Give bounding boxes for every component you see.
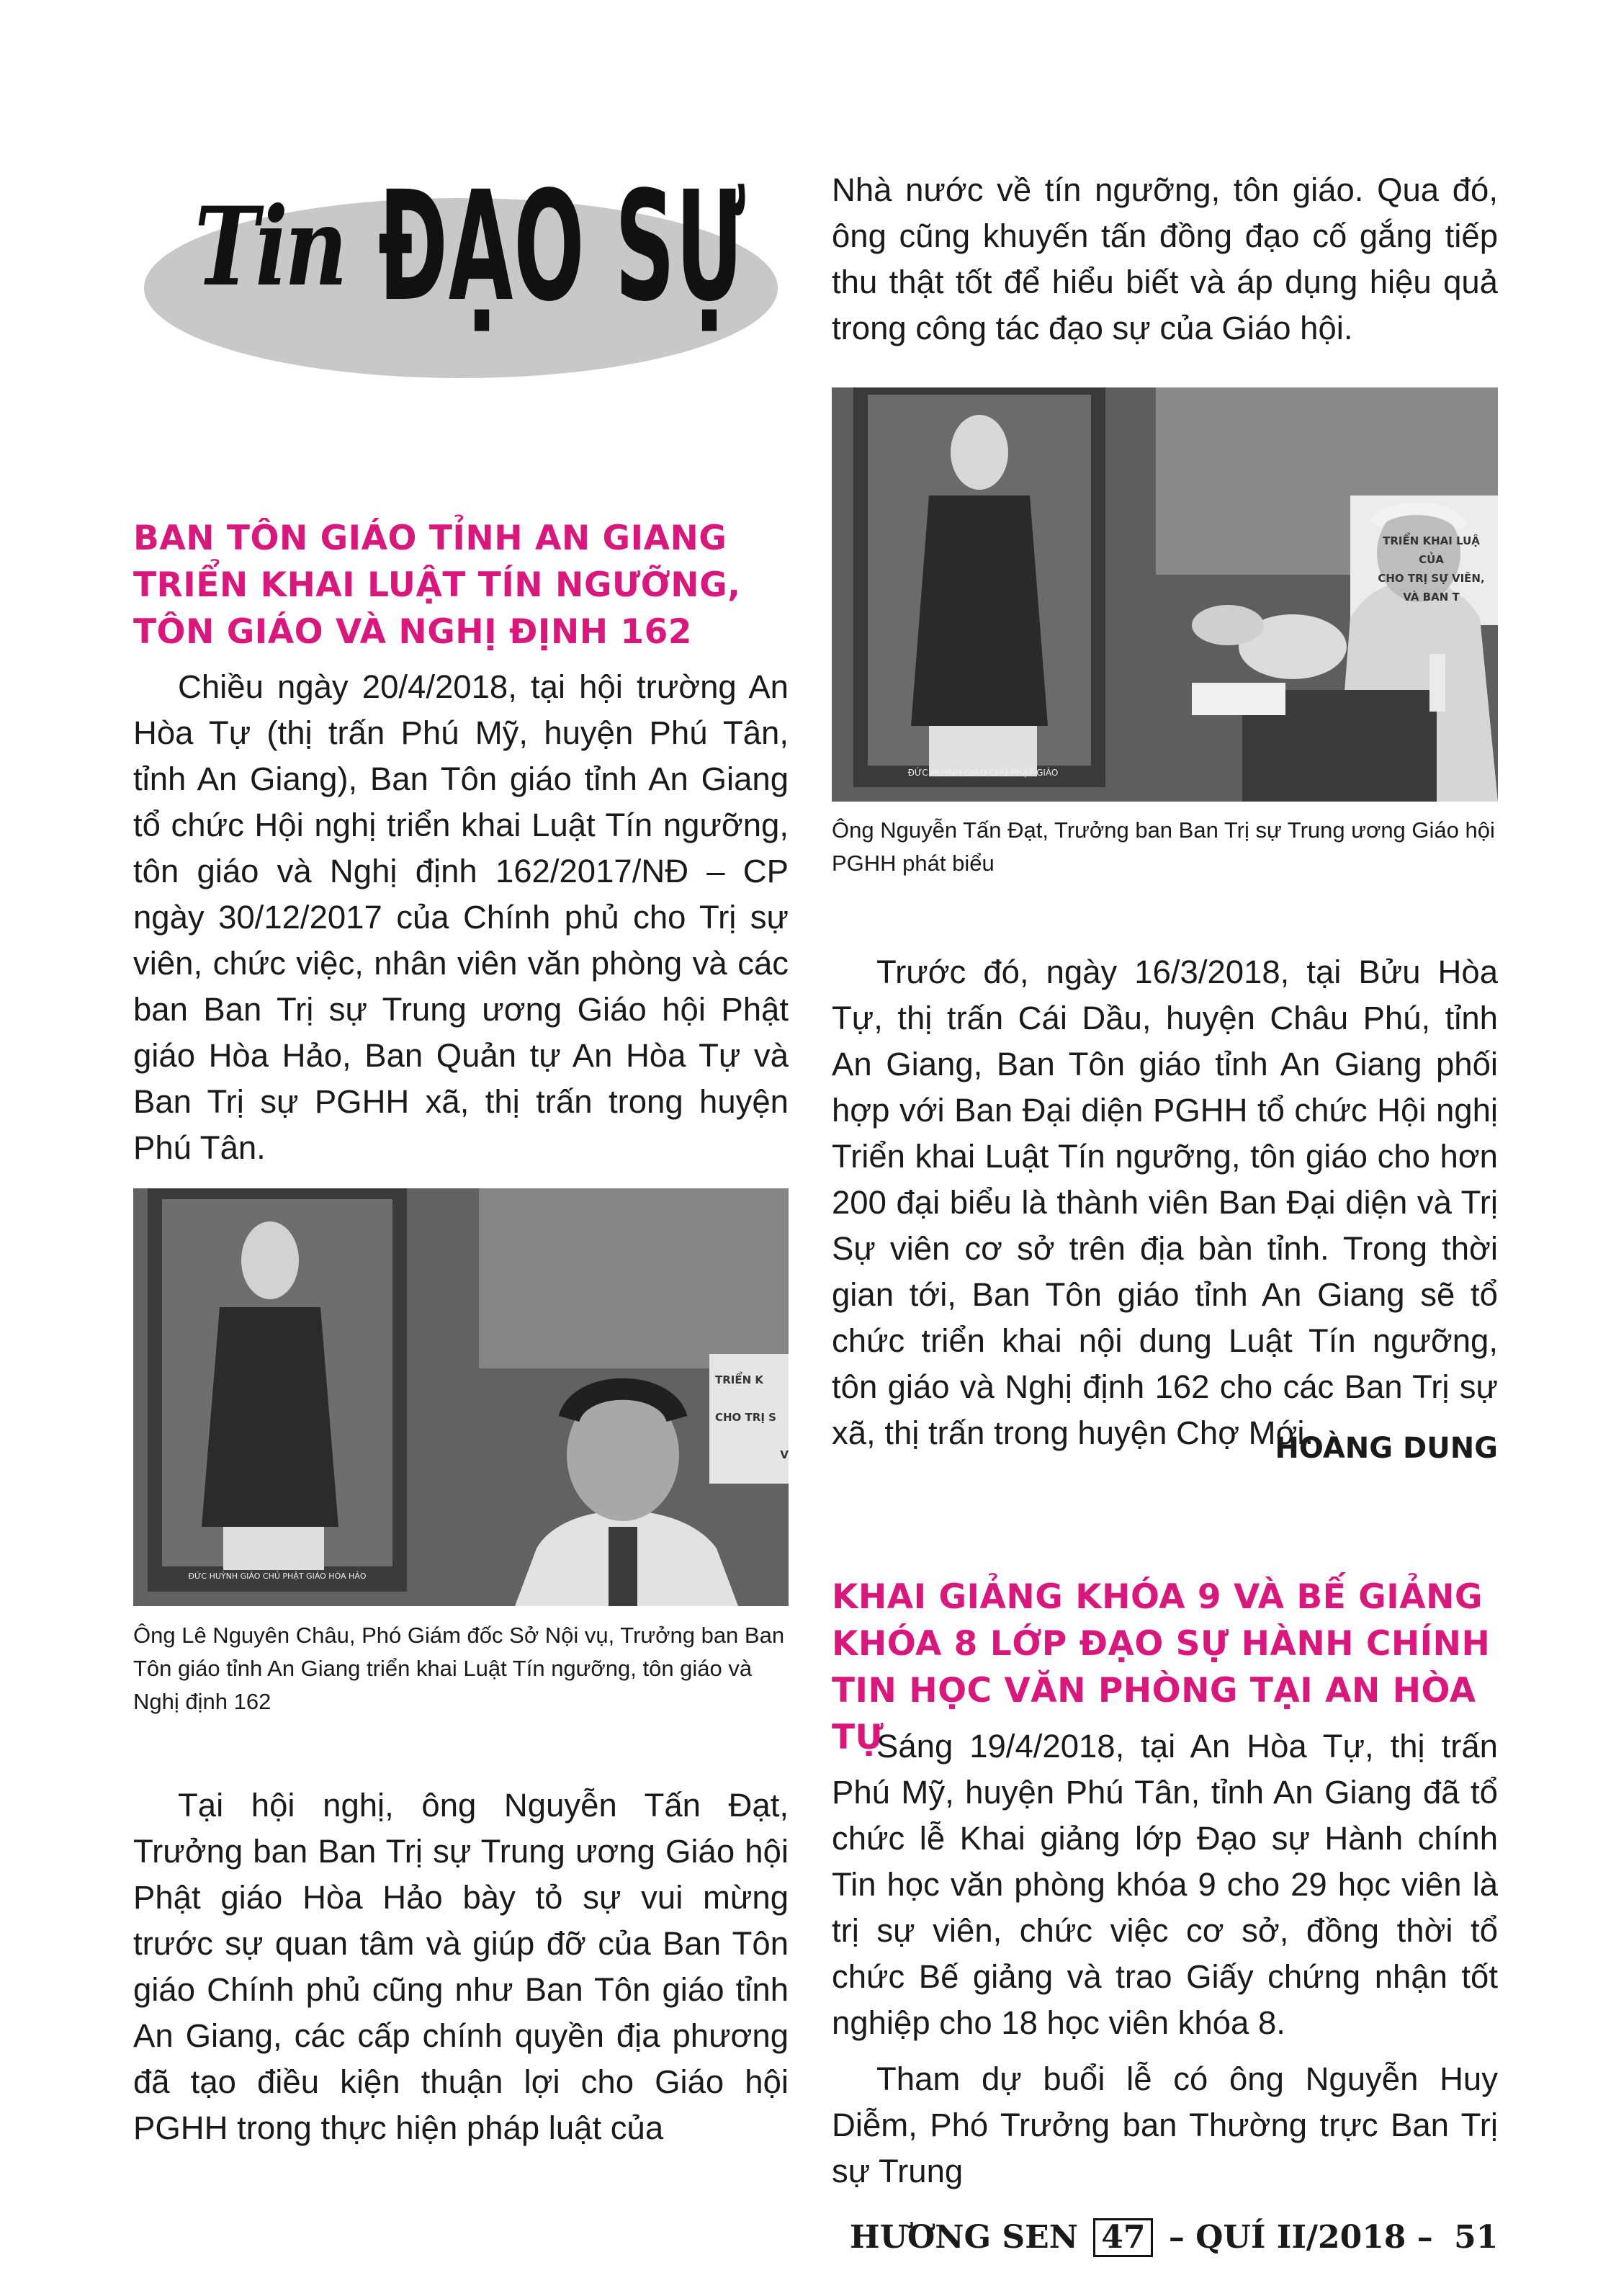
photo-2-banner-line-1: TRIỂN K: [715, 1373, 764, 1386]
article-1-byline: HOÀNG DUNG: [1275, 1432, 1498, 1465]
photo-2-banner-line-3: V: [780, 1448, 789, 1461]
article-2-headline: KHAI GIẢNG KHÓA 9 VÀ BẾ GIẢNG KHÓA 8 LỚP ĐẠO SỰ HÀNH CHÍNH TIN HỌC VĂN PHÒNG TẠI AN HÒA TỰ: [832, 1577, 1491, 1757]
photo-1-banner-line-4: VÀ BAN T: [1403, 591, 1460, 604]
article-1-paragraph-1: Chiều ngày 20/4/2018, tại hội trường An Hòa Tự (thị trấn Phú Mỹ, huyện Phú Tân, tỉnh An Giang), Ban Tôn giáo tỉnh An Giang tổ chức Hội nghị triển khai Luật Tín ngưỡng, tôn giáo và Nghị định 162/2017/NĐ – CP ngày 30/12/2017 của Chính phủ cho Trị sự viên, chức việc, nhân viên văn phòng và các ban Ban Trị sự Trung ương Giáo hội Phật giáo Hòa Hảo, Ban Quản tự An Hòa Tự và Ban Trị sự PGHH xã, thị trấn trong huyện Phú Tân.: [133, 668, 789, 1166]
photo-1-portrait-plate: ĐỨC HUỲNH GIÁO CHỦ PHẬT GIÁO: [907, 768, 1059, 778]
article-2-body: [832, 1723, 1498, 2194]
photo-2-image: [133, 1188, 789, 1606]
page-footer: [850, 2218, 1498, 2257]
article-2-paragraph-2: Tham dự buổi lễ có ông Nguyễn Huy Diễm, Phó Trưởng ban Thường trực Ban Trị sự Trung: [832, 2060, 1498, 2189]
masthead-script: Tin: [194, 184, 344, 310]
article-1-headline: BAN TÔN GIÁO TỈNH AN GIANG TRIỂN KHAI LUẬT TÍN NGƯỠNG, TÔN GIÁO VÀ NGHỊ ĐỊNH 162: [133, 519, 741, 652]
photo-2-portrait-plate: ĐỨC HUỲNH GIÁO CHỦ PHẬT GIÁO HÒA HẢO: [188, 1571, 367, 1581]
photo-speaker-1: [832, 387, 1498, 802]
photo-1-banner-line-2: CỦA: [1419, 553, 1444, 566]
photo-2-banner: [709, 1361, 789, 1474]
article-1-paragraph-2: Tại hội nghị, ông Nguyễn Tấn Đạt, Trưởng ban Ban Trị sự Trung ương Giáo hội Phật giáo Hòa Hảo bày tỏ sự vui mừng trước sự quan tâm và giúp đỡ của Ban Tôn giáo Chính phủ cũng như Ban Tôn giáo tỉnh An Giang, các cấp chính quyền địa phương đã tạo điều kiện thuận lợi cho Giáo hội PGHH trong thực hiện pháp luật của: [133, 1787, 789, 2146]
right-column-continuation: [832, 167, 1498, 351]
photo-1-banner-line-3: CHO TRỊ SỰ VIÊN,: [1378, 572, 1485, 585]
masthead-title: ĐẠO SỰ: [378, 158, 746, 335]
article-2-paragraph-1: Sáng 19/4/2018, tại An Hòa Tự, thị trấn Phú Mỹ, huyện Phú Tân, tỉnh An Giang đã tổ chức lễ Khai giảng lớp Đạo sự Hành chính Tin học văn phòng khóa 9 cho 29 học viên là trị sự viên, chức việc cơ sở, đồng thời tổ chức Bế giảng và trao Giấy chứng nhận tốt nghiệp cho 18 học viên khóa 8.: [832, 1728, 1498, 2041]
footer-quarter: – QUÍ II/2018 –: [1168, 2219, 1433, 2256]
photo-speaker-2: [133, 1188, 789, 1606]
photo-2-caption: Ông Lê Nguyên Châu, Phó Giám đốc Sở Nội vụ, Trưởng ban Ban Tôn giáo tỉnh An Giang triển khai Luật Tín ngưỡng, tôn giáo và Nghị định 162: [133, 1623, 785, 1714]
article-1-body-right: [832, 949, 1498, 1456]
footer-page-number: 51: [1454, 2219, 1499, 2256]
photo-1-caption: Ông Nguyễn Tấn Đạt, Trưởng ban Ban Trị sự Trung ương Giáo hội PGHH phát biểu: [832, 817, 1495, 876]
masthead: [122, 151, 785, 389]
footer-magazine-name: HƯƠNG SEN: [850, 2219, 1078, 2256]
continuation-paragraph: Nhà nước về tín ngưỡng, tôn giáo. Qua đó, ông cũng khuyến tấn đồng đạo cố gắng tiếp thu thật tốt để hiểu biết và áp dụng hiệu quả trong công tác đạo sự của Giáo hội.: [832, 171, 1498, 346]
photo-1-banner: [1365, 532, 1498, 606]
footer-issue-number: 47: [1093, 2218, 1153, 2257]
photo-1-banner-line-1: TRIỂN KHAI LUẬ: [1383, 534, 1480, 547]
photo-2-banner-line-2: CHO TRỊ S: [715, 1411, 776, 1424]
article-1-paragraph-3: Trước đó, ngày 16/3/2018, tại Bửu Hòa Tự, thị trấn Cái Dầu, huyện Châu Phú, tỉnh An Giang, Ban Tôn giáo tỉnh An Giang phối hợp với Ban Đại diện PGHH tổ chức Hội nghị Triển khai Luật Tín ngưỡng, tôn giáo cho hơn 200 đại biểu là thành viên Ban Đại diện và Trị Sự viên cơ sở trên địa bàn tỉnh. Trong thời gian tới, Ban Tôn giáo tỉnh An Giang sẽ tổ chức triển khai nội dung Luật Tín ngưỡng, tôn giáo và Nghị định 162 cho các Ban Trị sự xã, thị trấn trong huyện Chợ Mới.: [832, 954, 1498, 1451]
article-1-body-left-bottom: [133, 1782, 789, 2151]
article-1-body-left: [133, 664, 789, 1171]
